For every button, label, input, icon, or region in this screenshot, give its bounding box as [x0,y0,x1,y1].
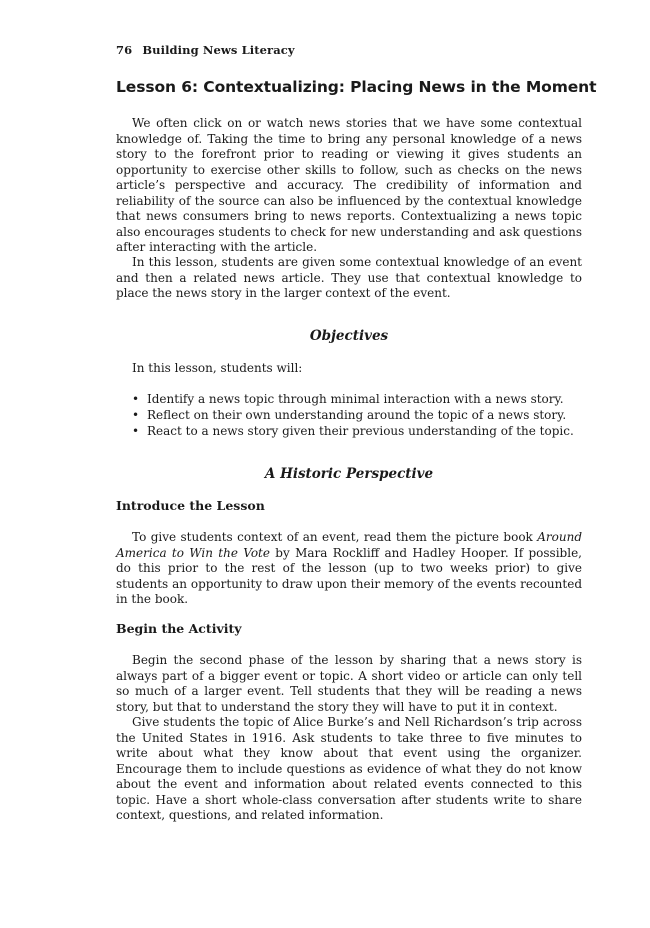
objective-text: Reflect on their own understanding around the topic of a news story. [147,408,567,422]
running-head [116,43,295,57]
objectives-heading: Objectives [309,328,389,344]
objectives-intro: In this lesson, students will: [132,361,303,375]
page-number: 76 [116,43,133,57]
book-title: Building News Literacy [142,43,295,57]
begin-paragraph-2: Give students the topic of Alice Burke’s and Nell Richardson’s trip across the United States in 1916. Ask students to take three to five minutes to write about what they know about that event using the organizer. Encourage them to include questions as evidence of what they do not know about the event and information about related events connected to this topic. Have a short whole-class conversation after students write to share context, questions, and related information. [116,715,582,822]
historic-perspective-heading: A Historic Perspective [264,466,434,482]
introduce-text-before: To give students context of an event, read them the picture book [132,530,538,544]
introduce-text-after: by Mara Rockliff and Hadley Hooper. If possible, do this prior to the rest of the lesson (up to two weeks prior) to give students an opportunity to draw upon their memory of the events recounted in the book. [116,545,582,606]
bullet-glyph: • [132,408,140,422]
objective-text: Identify a news topic through minimal interaction with a news story. [147,392,564,406]
begin-activity-heading: Begin the Activity [116,621,242,636]
begin-paragraph-1: Begin the second phase of the lesson by sharing that a news story is always part of a bigger event or topic. A short video or article can only tell so much of a larger event. Tell students that they will be reading a news story, but that to understand the story they will have to put it in context. [116,653,582,714]
intro-paragraph-1: We often click on or watch news stories that we have some contextual knowledge of. Taking the time to bring any personal knowledge of a news story to the forefront prior to reading or viewing it gives students an opportunity to exercise other skills to follow, such as checks on the news article’s perspective and accuracy. The credibility of information and reliability of the source can also be influenced by the contextual knowledge that news consumers bring to news reports. Contextualizing a news topic also encourages students to check for new understanding and ask questions after interacting with the article. [116,116,582,254]
bullet-glyph: • [132,424,140,438]
intro-paragraph-2: In this lesson, students are given some contextual knowledge of an event and then a related news article. They use that contextual knowledge to place the news story in the larger context of the event. [116,255,582,300]
list-item [132,407,574,423]
introduce-lesson-heading: Introduce the Lesson [116,498,265,513]
list-item [132,391,574,407]
list-item [132,423,574,439]
objective-text: React to a news story given their previous understanding of the topic. [147,424,574,438]
book-title-italic: Around America to Win the Vote [116,530,582,560]
introduce-paragraph [116,530,582,608]
bullet-glyph: • [132,392,140,406]
lesson-title: Lesson 6: Contextualizing: Placing News in the Moment [116,78,597,96]
objectives-list [132,391,574,439]
